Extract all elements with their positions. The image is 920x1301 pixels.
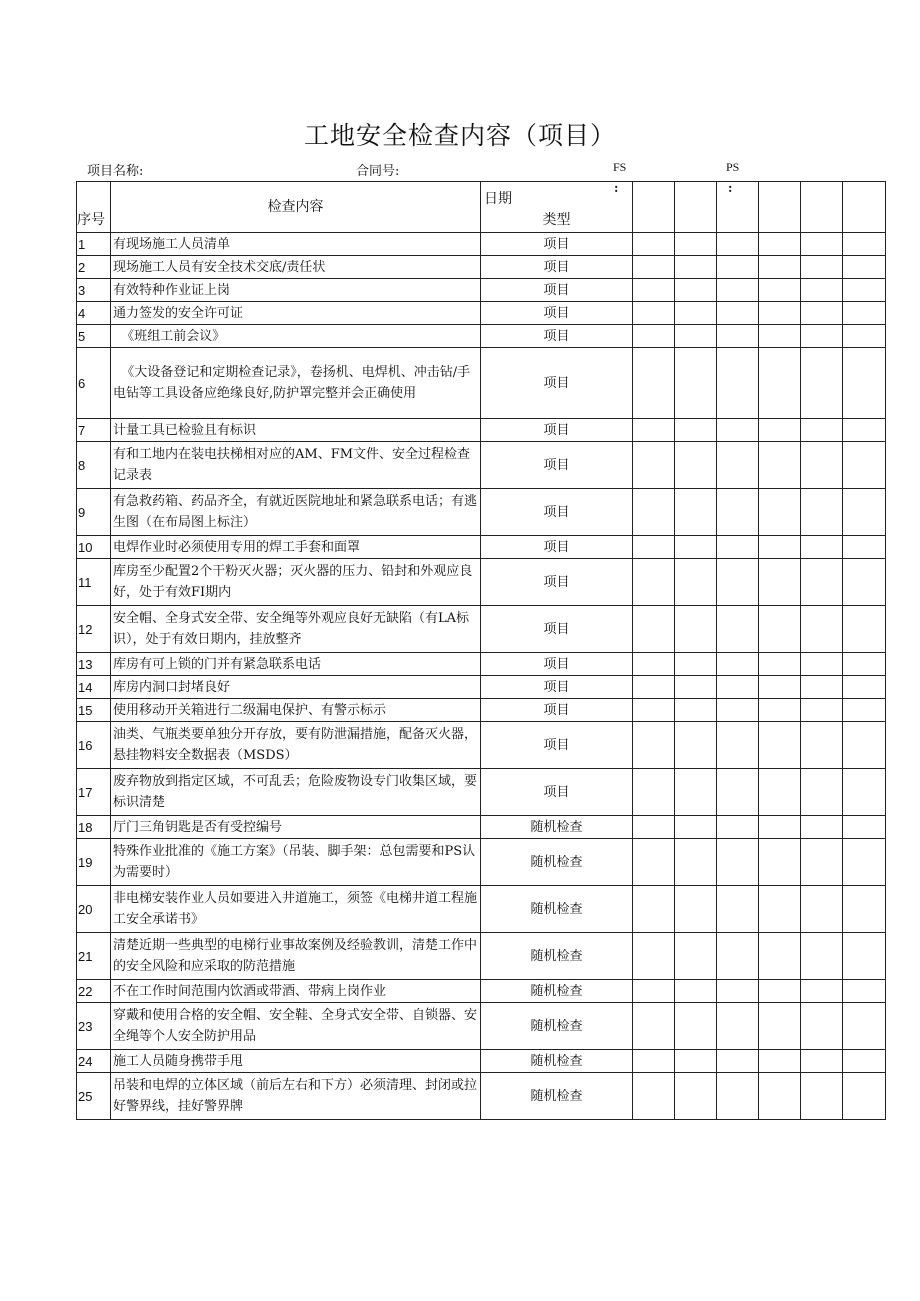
table-row	[77, 325, 886, 348]
check-cell[interactable]	[633, 279, 675, 302]
row-number: 14	[77, 676, 111, 699]
check-cell[interactable]	[633, 886, 675, 933]
check-content: 厅门三角钥匙是否有受控编号	[111, 816, 481, 839]
check-cell[interactable]	[759, 1003, 801, 1050]
row-number: 10	[77, 536, 111, 559]
check-cell[interactable]	[675, 769, 717, 816]
table-header-row	[77, 182, 886, 233]
check-cell[interactable]	[801, 1073, 843, 1120]
check-type: 项目	[481, 699, 633, 722]
check-cell[interactable]	[759, 348, 801, 419]
check-cell[interactable]	[843, 559, 886, 606]
table-row	[77, 839, 886, 886]
check-cell[interactable]	[843, 325, 886, 348]
check-type: 随机检查	[481, 1050, 633, 1073]
header-content: 检查内容	[111, 182, 481, 233]
check-cell[interactable]	[759, 302, 801, 325]
header-type: 类型	[542, 211, 571, 227]
table-row	[77, 1003, 886, 1050]
check-cell[interactable]	[717, 653, 759, 676]
check-content: 库房内洞口封堵良好	[111, 676, 481, 699]
check-cell[interactable]	[843, 442, 886, 489]
check-cell[interactable]	[843, 816, 886, 839]
check-cell[interactable]	[675, 419, 717, 442]
table-row	[77, 419, 886, 442]
check-type: 项目	[481, 348, 633, 419]
check-cell[interactable]	[633, 233, 675, 256]
check-cell[interactable]	[675, 489, 717, 536]
check-cell[interactable]	[675, 676, 717, 699]
check-cell[interactable]	[843, 419, 886, 442]
table-row	[77, 699, 886, 722]
check-cell[interactable]	[717, 256, 759, 279]
check-cell[interactable]	[801, 233, 843, 256]
fs-colon: :	[614, 181, 619, 195]
check-content: 库房有可上锁的门并有紧急联系电话	[111, 653, 481, 676]
check-cell[interactable]	[843, 536, 886, 559]
check-content: 废弃物放到指定区域，不可乱丢；危险废物设专门收集区域，要标识清楚	[111, 769, 481, 816]
check-content: 电焊作业时必须使用专用的焊工手套和面罩	[111, 536, 481, 559]
check-cell[interactable]	[801, 839, 843, 886]
check-cell[interactable]	[759, 676, 801, 699]
check-cell[interactable]	[633, 933, 675, 980]
row-number: 21	[77, 933, 111, 980]
check-cell[interactable]	[633, 816, 675, 839]
check-cell[interactable]	[717, 699, 759, 722]
check-cell[interactable]	[801, 348, 843, 419]
check-content: 非电梯安装作业人员如要进入井道施工，须签《电梯井道工程施工安全承诺书》	[111, 886, 481, 933]
check-cell[interactable]	[843, 699, 886, 722]
check-type: 项目	[481, 653, 633, 676]
check-content: 《班组工前会议》	[111, 325, 481, 348]
table-row	[77, 653, 886, 676]
check-cell[interactable]	[633, 980, 675, 1003]
check-cell[interactable]	[675, 1003, 717, 1050]
check-cell[interactable]	[675, 653, 717, 676]
check-cell[interactable]	[759, 839, 801, 886]
table-row	[77, 933, 886, 980]
check-content: 施工人员随身携带手甩	[111, 1050, 481, 1073]
check-cell[interactable]	[801, 325, 843, 348]
check-cell[interactable]	[801, 442, 843, 489]
check-cell[interactable]	[759, 699, 801, 722]
check-cell[interactable]	[675, 839, 717, 886]
check-cell[interactable]	[633, 536, 675, 559]
check-cell[interactable]	[717, 348, 759, 419]
check-cell[interactable]	[843, 182, 886, 233]
check-type: 项目	[481, 536, 633, 559]
project-name-label: 项目名称:	[87, 164, 144, 179]
check-cell[interactable]	[675, 980, 717, 1003]
check-cell[interactable]	[675, 886, 717, 933]
check-type: 随机检查	[481, 933, 633, 980]
check-cell[interactable]	[843, 980, 886, 1003]
table-row	[77, 302, 886, 325]
check-cell[interactable]	[717, 489, 759, 536]
check-cell[interactable]	[759, 933, 801, 980]
check-cell[interactable]	[843, 676, 886, 699]
check-cell[interactable]	[801, 1050, 843, 1073]
table-row	[77, 233, 886, 256]
row-number: 25	[77, 1073, 111, 1120]
check-cell[interactable]	[801, 699, 843, 722]
check-cell[interactable]	[633, 676, 675, 699]
check-cell[interactable]	[717, 419, 759, 442]
check-cell[interactable]	[675, 302, 717, 325]
check-cell[interactable]	[675, 606, 717, 653]
check-cell[interactable]	[843, 769, 886, 816]
check-cell[interactable]	[717, 722, 759, 769]
contract-no-label: 合同号:	[356, 164, 400, 179]
check-cell[interactable]	[717, 1050, 759, 1073]
table-row	[77, 676, 886, 699]
check-content: 吊装和电焊的立体区域（前后左右和下方）必须清理、封闭或拉好警界线，挂好警界牌	[111, 1073, 481, 1120]
check-cell[interactable]	[633, 325, 675, 348]
check-cell[interactable]	[717, 606, 759, 653]
check-cell[interactable]	[759, 325, 801, 348]
table-row	[77, 769, 886, 816]
check-cell[interactable]	[633, 182, 675, 233]
table-row	[77, 886, 886, 933]
check-cell[interactable]	[633, 559, 675, 606]
check-type: 项目	[481, 256, 633, 279]
check-type: 项目	[481, 489, 633, 536]
check-cell[interactable]	[843, 256, 886, 279]
check-cell[interactable]	[717, 325, 759, 348]
check-cell[interactable]	[633, 722, 675, 769]
table-row	[77, 722, 886, 769]
row-number: 24	[77, 1050, 111, 1073]
check-cell[interactable]	[675, 348, 717, 419]
check-cell[interactable]	[717, 1003, 759, 1050]
check-content: 《大设备登记和定期检查记录》，卷扬机、电焊机、冲击钻/手电钻等工具设备应绝缘良好,防护罩完整并会正确使用	[111, 348, 481, 419]
table-row	[77, 279, 886, 302]
check-cell[interactable]	[801, 886, 843, 933]
check-cell[interactable]	[675, 816, 717, 839]
check-content: 有现场施工人员清单	[111, 233, 481, 256]
row-number: 3	[77, 279, 111, 302]
check-cell[interactable]	[633, 653, 675, 676]
check-cell[interactable]	[675, 442, 717, 489]
check-cell[interactable]	[759, 182, 801, 233]
check-cell[interactable]	[633, 769, 675, 816]
table-row	[77, 348, 886, 419]
check-content: 计量工具已检验且有标识	[111, 419, 481, 442]
check-content: 安全帽、全身式安全带、安全绳等外观应良好无缺陷（有LA标识），处于有效日期内，挂放整齐	[111, 606, 481, 653]
check-type: 项目	[481, 442, 633, 489]
check-type: 项目	[481, 302, 633, 325]
check-cell[interactable]	[759, 816, 801, 839]
check-cell[interactable]	[633, 348, 675, 419]
check-cell[interactable]	[801, 419, 843, 442]
check-cell[interactable]	[717, 536, 759, 559]
check-cell[interactable]	[843, 233, 886, 256]
check-type: 项目	[481, 606, 633, 653]
check-cell[interactable]	[843, 279, 886, 302]
check-cell[interactable]	[633, 699, 675, 722]
check-content: 有和工地内在装电扶梯相对应的AM、FM文件、安全过程检查记录表	[111, 442, 481, 489]
row-number: 8	[77, 442, 111, 489]
check-cell[interactable]	[675, 933, 717, 980]
check-cell[interactable]	[717, 302, 759, 325]
check-cell[interactable]	[675, 325, 717, 348]
table-row	[77, 606, 886, 653]
check-content: 穿戴和使用合格的安全帽、安全鞋、全身式安全带、自锁器、安全绳等个人安全防护用品	[111, 1003, 481, 1050]
row-number: 7	[77, 419, 111, 442]
check-content: 现场施工人员有安全技术交底/责任状	[111, 256, 481, 279]
check-cell[interactable]	[717, 279, 759, 302]
check-cell[interactable]	[801, 559, 843, 606]
check-cell[interactable]	[801, 980, 843, 1003]
check-type: 项目	[481, 722, 633, 769]
check-cell[interactable]	[759, 1073, 801, 1120]
check-type: 项目	[481, 769, 633, 816]
check-cell[interactable]	[843, 722, 886, 769]
check-content: 清楚近期一些典型的电梯行业事故案例及经验教训，清楚工作中的安全风险和应采取的防范措施	[111, 933, 481, 980]
check-cell[interactable]	[759, 886, 801, 933]
check-type: 项目	[481, 559, 633, 606]
check-cell[interactable]	[801, 489, 843, 536]
row-number: 20	[77, 886, 111, 933]
check-type: 项目	[481, 676, 633, 699]
check-cell[interactable]	[717, 816, 759, 839]
check-cell[interactable]	[801, 769, 843, 816]
row-number: 17	[77, 769, 111, 816]
check-cell[interactable]	[633, 1050, 675, 1073]
table-row	[77, 489, 886, 536]
table-row	[77, 256, 886, 279]
row-number: 15	[77, 699, 111, 722]
check-cell[interactable]	[759, 419, 801, 442]
check-type: 随机检查	[481, 839, 633, 886]
check-cell[interactable]	[633, 839, 675, 886]
table-row	[77, 536, 886, 559]
check-cell[interactable]	[759, 536, 801, 559]
check-cell[interactable]	[843, 839, 886, 886]
check-cell[interactable]	[843, 933, 886, 980]
check-content: 有急救药箱、药品齐全，有就近医院地址和紧急联系电话；有逃生图（在布局图上标注）	[111, 489, 481, 536]
check-cell[interactable]	[717, 980, 759, 1003]
check-cell[interactable]	[843, 1073, 886, 1120]
check-content: 通力签发的安全许可证	[111, 302, 481, 325]
table-row	[77, 1050, 886, 1073]
check-content: 油类、气瓶类要单独分开存放，要有防泄漏措施，配备灭火器，悬挂物料安全数据表（MSDS）	[111, 722, 481, 769]
check-cell[interactable]	[675, 536, 717, 559]
check-cell[interactable]	[759, 606, 801, 653]
table-row	[77, 816, 886, 839]
page-title: 工地安全检查内容（项目）	[303, 121, 616, 150]
check-cell[interactable]	[675, 722, 717, 769]
check-cell[interactable]	[843, 302, 886, 325]
check-cell[interactable]	[843, 886, 886, 933]
ps-label: PS	[726, 160, 740, 174]
check-cell[interactable]	[633, 606, 675, 653]
row-number: 6	[77, 348, 111, 419]
check-cell[interactable]	[801, 653, 843, 676]
check-content: 不在工作时间范围内饮酒或带酒、带病上岗作业	[111, 980, 481, 1003]
check-cell[interactable]	[843, 606, 886, 653]
check-type: 随机检查	[481, 886, 633, 933]
check-cell[interactable]	[675, 1073, 717, 1120]
check-cell[interactable]	[759, 256, 801, 279]
check-cell[interactable]	[675, 182, 717, 233]
check-cell[interactable]	[843, 489, 886, 536]
check-cell[interactable]	[633, 302, 675, 325]
check-cell[interactable]	[801, 536, 843, 559]
row-number: 22	[77, 980, 111, 1003]
check-cell[interactable]	[801, 302, 843, 325]
check-cell[interactable]	[633, 256, 675, 279]
check-cell[interactable]	[801, 1003, 843, 1050]
check-content: 库房至少配置2个干粉灭火器；灭火器的压力、铅封和外观应良好，处于有效FI期内	[111, 559, 481, 606]
row-number: 23	[77, 1003, 111, 1050]
check-cell[interactable]	[759, 980, 801, 1003]
check-type: 随机检查	[481, 980, 633, 1003]
row-number: 2	[77, 256, 111, 279]
check-cell[interactable]	[717, 886, 759, 933]
row-number: 4	[77, 302, 111, 325]
check-cell[interactable]	[717, 769, 759, 816]
row-number: 19	[77, 839, 111, 886]
table-row	[77, 442, 886, 489]
check-cell[interactable]	[759, 653, 801, 676]
check-type: 项目	[481, 325, 633, 348]
check-type: 项目	[481, 279, 633, 302]
check-content: 使用移动开关箱进行二级漏电保护、有警示标示	[111, 699, 481, 722]
fs-label: FS	[613, 160, 627, 174]
check-cell[interactable]	[675, 699, 717, 722]
check-cell[interactable]	[843, 348, 886, 419]
check-cell[interactable]	[675, 1050, 717, 1073]
table-row	[77, 559, 886, 606]
check-cell[interactable]	[759, 442, 801, 489]
inspection-table	[76, 181, 886, 1120]
check-cell[interactable]	[633, 1003, 675, 1050]
check-cell[interactable]	[843, 1003, 886, 1050]
check-cell[interactable]	[717, 676, 759, 699]
check-content: 特殊作业批准的《施工方案》（吊装、脚手架：总包需要和PS认为需要时）	[111, 839, 481, 886]
check-cell[interactable]	[675, 279, 717, 302]
check-cell[interactable]	[717, 233, 759, 256]
check-cell[interactable]	[843, 1050, 886, 1073]
check-cell[interactable]	[801, 722, 843, 769]
check-cell[interactable]	[801, 676, 843, 699]
table-row	[77, 1073, 886, 1120]
check-type: 随机检查	[481, 1003, 633, 1050]
table-row	[77, 980, 886, 1003]
check-cell[interactable]	[675, 256, 717, 279]
row-number: 5	[77, 325, 111, 348]
ps-colon: :	[728, 181, 733, 195]
header-date-type	[481, 182, 633, 233]
check-cell[interactable]	[759, 279, 801, 302]
check-cell[interactable]	[633, 489, 675, 536]
check-cell[interactable]	[717, 559, 759, 606]
check-cell[interactable]	[675, 233, 717, 256]
check-cell[interactable]	[801, 256, 843, 279]
row-number: 1	[77, 233, 111, 256]
check-cell[interactable]	[759, 559, 801, 606]
check-content: 有效特种作业证上岗	[111, 279, 481, 302]
row-number: 18	[77, 816, 111, 839]
check-cell[interactable]	[801, 606, 843, 653]
check-cell[interactable]	[759, 769, 801, 816]
header-no: 序号	[77, 182, 111, 233]
row-number: 11	[77, 559, 111, 606]
check-cell[interactable]	[759, 233, 801, 256]
check-cell[interactable]	[759, 722, 801, 769]
row-number: 9	[77, 489, 111, 536]
check-cell[interactable]	[717, 839, 759, 886]
check-cell[interactable]	[843, 653, 886, 676]
check-cell[interactable]	[759, 489, 801, 536]
check-cell[interactable]	[717, 182, 759, 233]
check-cell[interactable]	[801, 933, 843, 980]
check-cell[interactable]	[633, 1073, 675, 1120]
check-cell[interactable]	[801, 182, 843, 233]
check-type: 随机检查	[481, 816, 633, 839]
header-date: 日期	[484, 190, 512, 206]
check-cell[interactable]	[717, 1073, 759, 1120]
check-cell[interactable]	[801, 816, 843, 839]
row-number: 12	[77, 606, 111, 653]
check-cell[interactable]	[717, 442, 759, 489]
check-type: 随机检查	[481, 1073, 633, 1120]
check-cell[interactable]	[675, 559, 717, 606]
check-type: 项目	[481, 419, 633, 442]
check-cell[interactable]	[759, 1050, 801, 1073]
check-type: 项目	[481, 233, 633, 256]
row-number: 13	[77, 653, 111, 676]
check-cell[interactable]	[801, 279, 843, 302]
row-number: 16	[77, 722, 111, 769]
check-cell[interactable]	[633, 442, 675, 489]
check-cell[interactable]	[633, 419, 675, 442]
check-cell[interactable]	[717, 933, 759, 980]
